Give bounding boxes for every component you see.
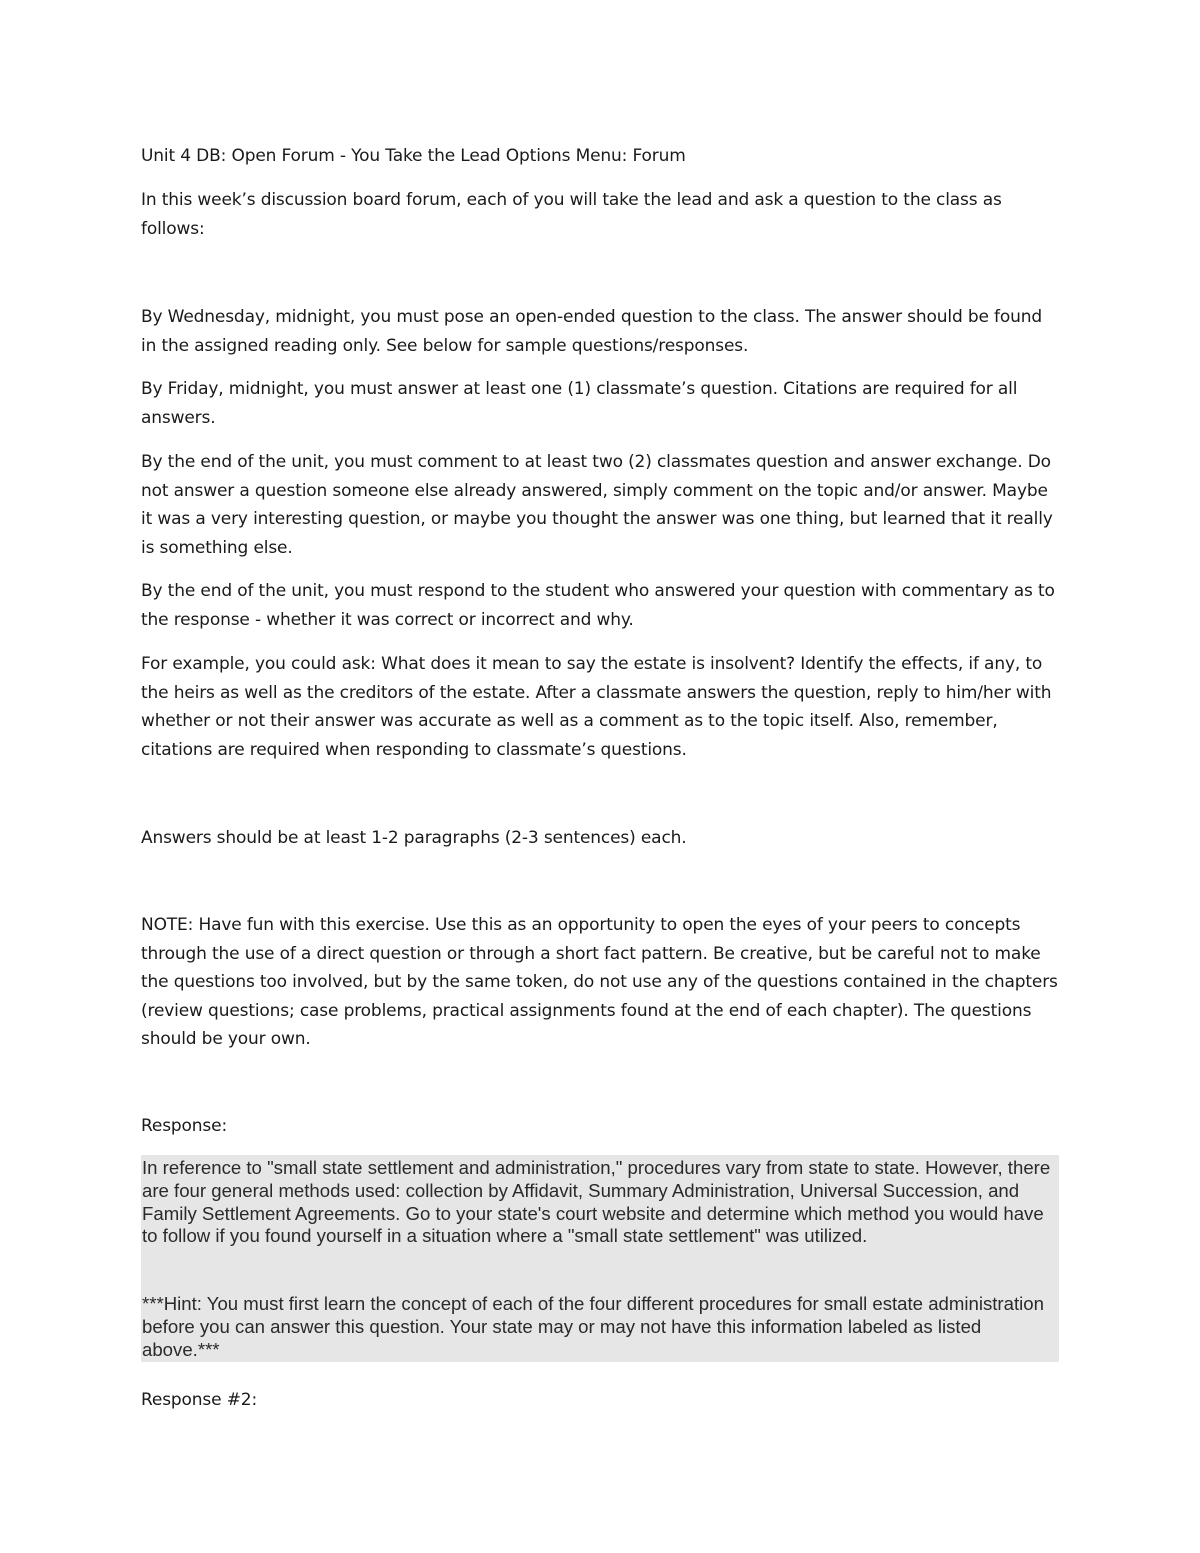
intro-paragraph: In this week’s discussion board forum, each of you will take the lead and ask a question to the class as follows:: [141, 190, 1002, 239]
length-paragraph: Answers should be at least 1-2 paragraphs (2-3 sentences) each.: [141, 828, 687, 848]
example-paragraph: For example, you could ask: What does it mean to say the estate is insolvent? Identify the effects, if any, to the heirs as well as the creditors of the estate. After a classmate answers the question, reply to him/her with whether or not their answer was accurate as well as a comment as to the topic itself. Also, remember, citations are required when responding to classmate’s questions.: [141, 654, 1052, 760]
response-label: Response:: [141, 1116, 228, 1136]
document-title: Unit 4 DB: Open Forum - You Take the Lead Options Menu: Forum: [141, 146, 686, 166]
respond-paragraph: By the end of the unit, you must respond to the student who answered your question with commentary as to the response - whether it was correct or incorrect and why.: [141, 581, 1055, 630]
response2-label: Response #2:: [141, 1390, 258, 1410]
comment-paragraph: By the end of the unit, you must comment to at least two (2) classmates question and answer exchange. Do not answer a question someone else already answered, simply comment on the topic and/or answer. Maybe it was a very interesting question, or maybe you thought the answer was one thing, but learned that it really is something else.: [141, 452, 1053, 558]
friday-paragraph: By Friday, midnight, you must answer at least one (1) classmate’s question. Citations are required for all answers.: [141, 379, 1018, 428]
note-paragraph: NOTE: Have fun with this exercise. Use this as an opportunity to open the eyes of your peers to concepts through the use of a direct question or through a short fact pattern. Be creative, but be careful not to make the questions too involved, but by the same token, do not use any of the questions contained in the chapters (review questions; case problems, practical assignments found at the end of each chapter). The questions should be your own.: [141, 915, 1058, 1049]
response-text: In reference to "small state settlement and administration," procedures vary from state to state. However, there are four general methods used: collection by Affidavit, Summary Administration, Universal Succession, and Family Settlement Agreements. Go to your state's court website and determine which method you would have to follow if you found yourself in a situation where a "small state settlement" was utilized.: [142, 1157, 1051, 1247]
wednesday-paragraph: By Wednesday, midnight, you must pose an open-ended question to the class. The answer should be found in the assigned reading only. See below for sample questions/responses.: [141, 307, 1043, 356]
response-hint: ***Hint: You must first learn the concept of each of the four different procedures for small estate administration before you can answer this question. Your state may or may not have this information labeled as listed above.***: [142, 1293, 1044, 1360]
